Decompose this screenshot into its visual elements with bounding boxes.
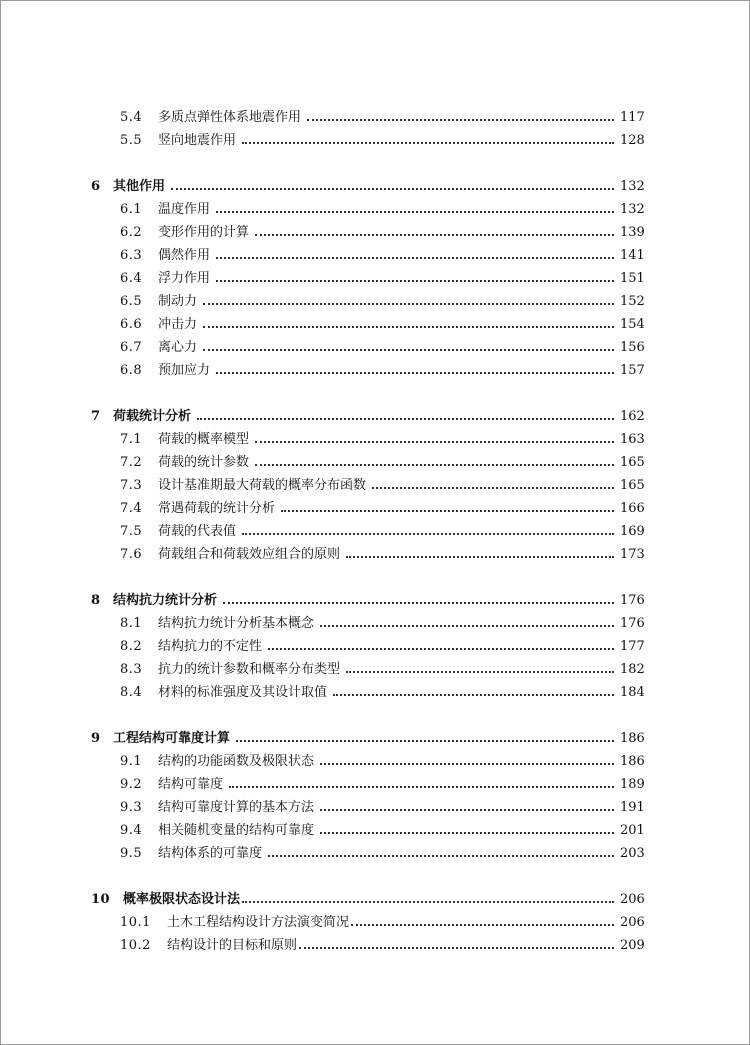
page-number: 201: [620, 823, 645, 838]
section-title: 结构设计的目标和原则: [167, 938, 298, 953]
section-number: 10.1: [120, 915, 151, 930]
section-title: 材料的标准强度及其设计取值: [158, 685, 328, 700]
chapter-number: 7: [91, 409, 101, 424]
section-title: 结构的功能函数及极限状态: [158, 754, 315, 769]
dot-leader: [281, 509, 614, 512]
toc-chapter-entry[interactable]: [1, 589, 749, 612]
dot-leader: [307, 118, 614, 121]
section-number: 9.4: [120, 823, 143, 838]
toc-section-entry[interactable]: [1, 221, 749, 244]
section-number: 6.4: [120, 271, 143, 286]
section-number: 8.3: [120, 662, 143, 677]
dot-leader: [255, 233, 614, 236]
section-number: 6.7: [120, 340, 143, 355]
section-number: 7.4: [120, 501, 143, 516]
section-title: 多质点弹性体系地震作用: [158, 110, 302, 125]
dot-leader: [203, 302, 614, 305]
toc-section-entry[interactable]: [1, 129, 749, 152]
section-title: 结构抗力的不定性: [158, 639, 263, 654]
page-number: 176: [620, 616, 645, 631]
section-title: 设计基准期最大荷载的概率分布函数: [158, 478, 367, 493]
chapter-title: 荷载统计分析: [113, 409, 192, 424]
dot-leader: [255, 463, 614, 466]
dot-leader: [372, 486, 614, 489]
dot-leader: [216, 210, 614, 213]
chapter-spacer: [1, 566, 749, 589]
toc-section-entry[interactable]: [1, 244, 749, 267]
page-number: 154: [620, 317, 645, 332]
toc-section-entry[interactable]: [1, 359, 749, 382]
section-number: 8.4: [120, 685, 143, 700]
dot-leader: [333, 693, 614, 696]
page-number: 132: [620, 179, 645, 194]
page-number: 191: [620, 800, 645, 815]
dot-leader: [320, 831, 614, 834]
toc-section-entry[interactable]: [1, 336, 749, 359]
chapter-spacer: [1, 152, 749, 175]
page-number: 184: [620, 685, 645, 700]
table-of-contents: [1, 106, 749, 957]
toc-chapter-entry[interactable]: [1, 405, 749, 428]
chapter-number: 10: [91, 892, 111, 907]
dot-leader: [346, 670, 614, 673]
section-title: 结构体系的可靠度: [158, 846, 263, 861]
dot-leader: [346, 555, 614, 558]
page-number: 156: [620, 340, 645, 355]
section-number: 7.3: [120, 478, 143, 493]
section-number: 8.1: [120, 616, 143, 631]
section-title: 偶然作用: [158, 248, 211, 263]
section-number: 9.2: [120, 777, 143, 792]
chapter-spacer: [1, 704, 749, 727]
chapter-spacer: [1, 382, 749, 405]
toc-section-entry[interactable]: [1, 819, 749, 842]
toc-section-entry[interactable]: [1, 474, 749, 497]
page-number: 206: [620, 892, 645, 907]
page-number: 166: [620, 501, 645, 516]
section-number: 7.1: [120, 432, 143, 447]
dot-leader: [242, 900, 614, 903]
section-title: 冲击力: [158, 317, 198, 332]
toc-section-entry[interactable]: [1, 451, 749, 474]
section-number: 8.2: [120, 639, 143, 654]
section-title: 荷载的概率模型: [158, 432, 250, 447]
section-number: 6.3: [120, 248, 143, 263]
section-number: 6.1: [120, 202, 143, 217]
section-number: 6.2: [120, 225, 143, 240]
page-number: 189: [620, 777, 645, 792]
dot-leader: [216, 256, 614, 259]
chapter-number: 6: [91, 179, 101, 194]
toc-section-entry[interactable]: [1, 290, 749, 313]
toc-section-entry[interactable]: [1, 520, 749, 543]
dot-leader: [216, 371, 614, 374]
section-number: 5.5: [120, 133, 143, 148]
chapter-number: 9: [91, 731, 101, 746]
toc-section-entry[interactable]: [1, 842, 749, 865]
section-number: 5.4: [120, 110, 143, 125]
chapter-spacer: [1, 865, 749, 888]
section-title: 制动力: [158, 294, 198, 309]
section-title: 土木工程结构设计方法演变简况: [167, 915, 350, 930]
section-title: 抗力的统计参数和概率分布类型: [158, 662, 341, 677]
page-number: 176: [620, 593, 645, 608]
toc-section-entry[interactable]: [1, 773, 749, 796]
section-title: 荷载的统计参数: [158, 455, 250, 470]
toc-section-entry[interactable]: [1, 543, 749, 566]
toc-section-entry[interactable]: [1, 267, 749, 290]
dot-leader: [229, 785, 614, 788]
toc-section-entry[interactable]: [1, 681, 749, 704]
chapter-title: 其他作用: [113, 179, 166, 194]
section-title: 结构抗力统计分析基本概念: [158, 616, 315, 631]
section-number: 6.8: [120, 363, 143, 378]
section-number: 10.2: [120, 938, 151, 953]
dot-leader: [242, 532, 614, 535]
section-number: 9.5: [120, 846, 143, 861]
section-title: 结构可靠度计算的基本方法: [158, 800, 315, 815]
dot-leader: [171, 187, 614, 190]
dot-leader: [236, 739, 614, 742]
dot-leader: [197, 417, 614, 420]
page-number: 139: [620, 225, 645, 240]
toc-chapter-entry[interactable]: [1, 175, 749, 198]
dot-leader: [268, 854, 614, 857]
page-number: 206: [620, 915, 645, 930]
page-number: 169: [620, 524, 645, 539]
section-title: 结构可靠度: [158, 777, 224, 792]
section-title: 预加应力: [158, 363, 211, 378]
section-title: 相关随机变量的结构可靠度: [158, 823, 315, 838]
dot-leader: [203, 325, 614, 328]
section-number: 6.6: [120, 317, 143, 332]
toc-section-entry[interactable]: [1, 635, 749, 658]
section-title: 变形作用的计算: [158, 225, 250, 240]
toc-chapter-entry[interactable]: [1, 888, 749, 911]
dot-leader: [299, 946, 614, 949]
dot-leader: [351, 923, 614, 926]
dot-leader: [242, 141, 614, 144]
page-number: 182: [620, 662, 645, 677]
toc-section-entry[interactable]: [1, 911, 749, 934]
page-number: 186: [620, 754, 645, 769]
section-title: 荷载的代表值: [158, 524, 237, 539]
toc-section-entry[interactable]: [1, 750, 749, 773]
toc-section-entry[interactable]: [1, 428, 749, 451]
page-number: 152: [620, 294, 645, 309]
section-title: 离心力: [158, 340, 198, 355]
toc-section-entry[interactable]: [1, 612, 749, 635]
page-number: 132: [620, 202, 645, 217]
section-title: 竖向地震作用: [158, 133, 237, 148]
page-number: 209: [620, 938, 645, 953]
section-title: 浮力作用: [158, 271, 211, 286]
chapter-title: 工程结构可靠度计算: [113, 731, 231, 746]
dot-leader: [255, 440, 614, 443]
page-number: 157: [620, 363, 645, 378]
dot-leader: [320, 624, 614, 627]
dot-leader: [320, 762, 614, 765]
section-number: 6.5: [120, 294, 143, 309]
toc-chapter-entry[interactable]: [1, 727, 749, 750]
page-number: 173: [620, 547, 645, 562]
section-title: 荷载组合和荷载效应组合的原则: [158, 547, 341, 562]
dot-leader: [203, 348, 614, 351]
dot-leader: [268, 647, 614, 650]
page-number: 163: [620, 432, 645, 447]
page-number: 151: [620, 271, 645, 286]
page-number: 141: [620, 248, 645, 263]
page-number: 128: [620, 133, 645, 148]
section-title: 常遇荷载的统计分析: [158, 501, 276, 516]
page-number: 203: [620, 846, 645, 861]
section-number: 9.3: [120, 800, 143, 815]
dot-leader: [216, 279, 614, 282]
section-number: 9.1: [120, 754, 143, 769]
toc-section-entry[interactable]: [1, 313, 749, 336]
page-number: 186: [620, 731, 645, 746]
chapter-title: 结构抗力统计分析: [113, 593, 218, 608]
chapter-title: 概率极限状态设计法: [123, 892, 241, 907]
dot-leader: [320, 808, 614, 811]
chapter-number: 8: [91, 593, 101, 608]
toc-section-entry[interactable]: [1, 497, 749, 520]
page-number: 177: [620, 639, 645, 654]
toc-section-entry[interactable]: [1, 106, 749, 129]
page-number: 165: [620, 455, 645, 470]
page-number: 165: [620, 478, 645, 493]
toc-section-entry[interactable]: [1, 934, 749, 957]
dot-leader: [223, 601, 614, 604]
section-number: 7.5: [120, 524, 143, 539]
toc-section-entry[interactable]: [1, 658, 749, 681]
section-title: 温度作用: [158, 202, 211, 217]
toc-section-entry[interactable]: [1, 198, 749, 221]
section-number: 7.2: [120, 455, 143, 470]
toc-section-entry[interactable]: [1, 796, 749, 819]
page-number: 162: [620, 409, 645, 424]
page-number: 117: [620, 110, 645, 125]
section-number: 7.6: [120, 547, 143, 562]
